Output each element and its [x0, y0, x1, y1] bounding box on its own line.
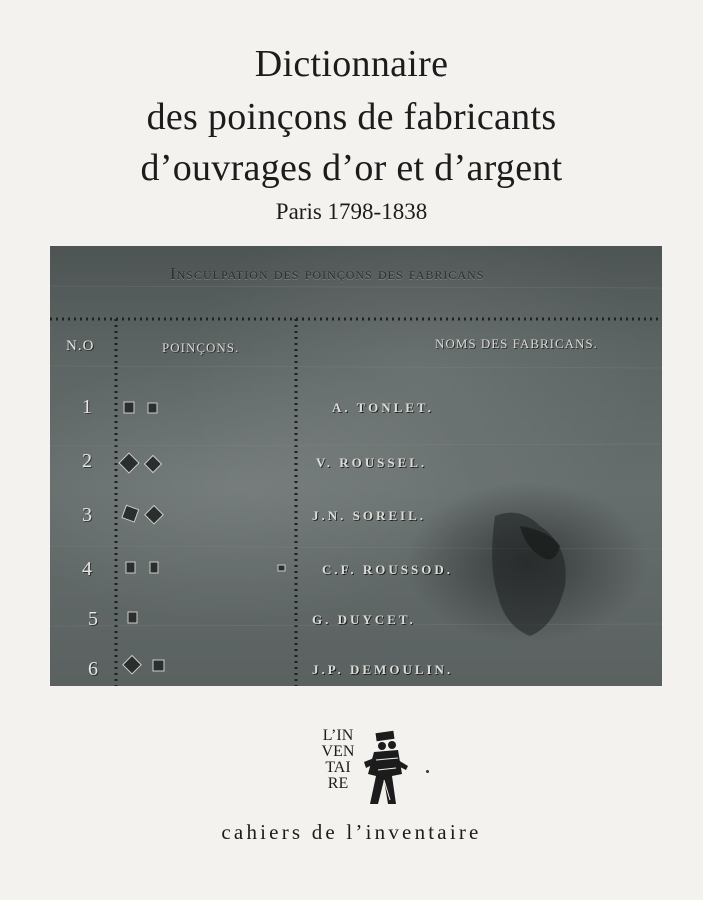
- plate-col-number: N.O: [66, 338, 95, 354]
- cover-photo-plate: [50, 246, 662, 686]
- plate-col-poincons: POINÇONS.: [162, 340, 240, 355]
- hallmark-punch: [124, 402, 134, 413]
- hallmark-punch: [153, 660, 164, 671]
- title-line-3: d’ouvrages d’or et d’argent: [140, 147, 563, 189]
- decorative-dot: [426, 770, 429, 773]
- plate-row-name: J.P. DEMOULIN.: [312, 662, 454, 677]
- hallmark-punch: [126, 562, 135, 573]
- subtitle: Paris 1798-1838: [275, 199, 428, 224]
- hallmark-punch: [128, 612, 137, 623]
- series-name: cahiers de l’inventaire: [221, 820, 482, 844]
- plate-row-number: 6: [88, 658, 98, 680]
- plate-row-number: 4: [82, 558, 92, 580]
- hallmark-punch: [150, 562, 158, 573]
- figures-icon: [362, 730, 410, 806]
- hallmark-punch: [145, 506, 163, 524]
- logo-line: VEN: [321, 743, 355, 760]
- plate-row-name: J.N. SOREIL.: [312, 508, 427, 523]
- title-line-1: Dictionnaire: [254, 43, 449, 85]
- logo-wordmark: [310, 728, 366, 792]
- hallmark-punch: [123, 656, 141, 674]
- publisher-logo: [310, 728, 410, 808]
- hallmark-punch: [119, 453, 139, 473]
- plate-row-name: A. TONLET.: [332, 400, 434, 415]
- plate-header: Insculpation des poinçons des fabricans: [170, 264, 485, 283]
- plate-row-number: 5: [88, 608, 98, 630]
- hallmark-punch: [148, 403, 157, 413]
- hallmark-punch: [122, 505, 139, 522]
- logo-line: L’IN: [322, 727, 354, 744]
- logo-line: TAI: [325, 759, 351, 776]
- logo-line: RE: [327, 775, 349, 792]
- plate-row-number: 1: [82, 396, 92, 418]
- plate-row-number: 2: [82, 450, 92, 472]
- plate-row-name: C.F. ROUSSOD.: [322, 562, 453, 577]
- plate-row-name: V. ROUSSEL.: [316, 455, 428, 470]
- title-line-2: des poinçons de fabricants: [146, 96, 557, 138]
- plate-col-noms: NOMS DES FABRICANS.: [435, 336, 598, 351]
- plate-row-number: 3: [82, 504, 92, 526]
- plate-row-name: G. DUYCET.: [312, 612, 416, 627]
- hallmark-punch: [145, 456, 162, 473]
- hallmark-punch: [278, 565, 285, 571]
